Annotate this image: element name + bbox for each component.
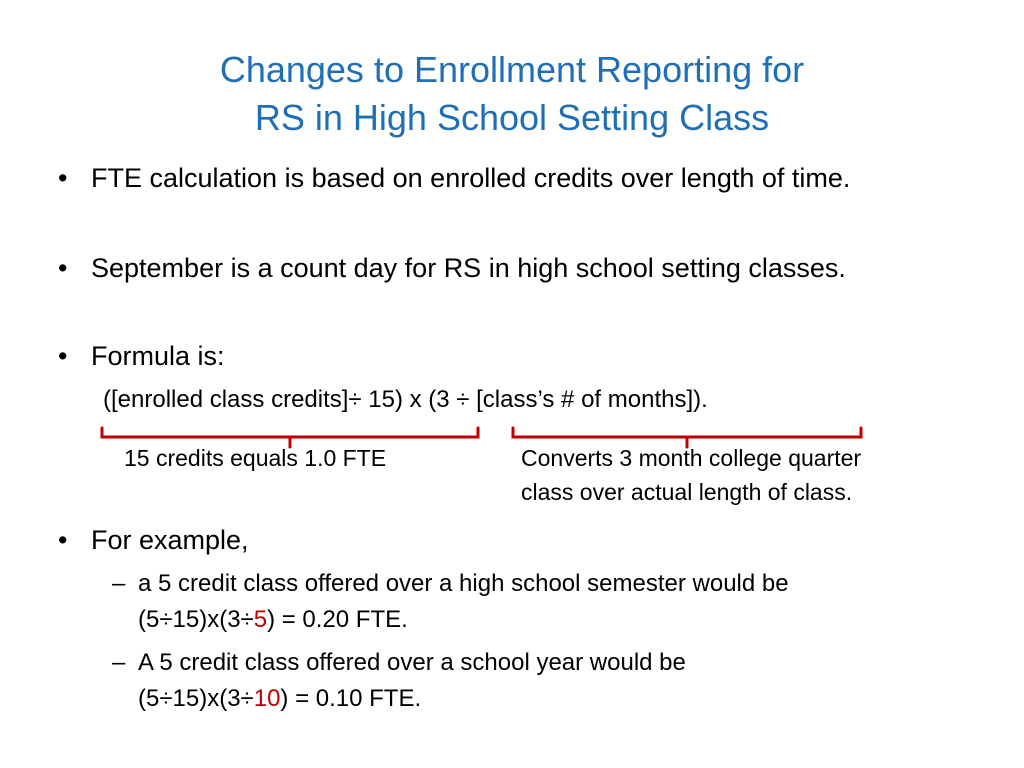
sub-bullet-marker: –	[112, 570, 126, 597]
slide-title	[0, 46, 1024, 142]
calc-prefix: (5÷15)x(3÷	[138, 606, 254, 633]
example-line-2	[138, 681, 978, 717]
title-line-1: Changes to Enrollment Reporting for	[219, 49, 805, 90]
right-brace-note-line-2: class over actual length of class.	[521, 479, 853, 505]
bullet-text: FTE calculation is based on enrolled credits over length of time.	[91, 163, 851, 193]
months-highlight: 5	[253, 606, 268, 633]
calc-result: ) = 0.20 FTE.	[267, 606, 408, 633]
sub-bullet-text	[138, 645, 978, 717]
sub-bullet-text	[138, 566, 978, 638]
title-line-2: RS in High School Setting Class	[254, 97, 770, 138]
sub-bullet-marker: –	[112, 649, 126, 676]
bullet-text: September is a count day for RS in high school setting classes.	[91, 253, 846, 283]
bullet-marker: •	[58, 341, 68, 371]
bullet-text: Formula is:	[91, 341, 225, 371]
example-line-2	[138, 602, 978, 638]
left-brace-note: 15 credits equals 1.0 FTE	[124, 445, 387, 471]
right-brace-note-line-1: Converts 3 month college quarter	[521, 445, 862, 471]
formula-expression: ([enrolled class credits]÷ 15) x (3 ÷ [class’s # of months]).	[103, 386, 708, 413]
bullet-marker: •	[58, 253, 68, 283]
bullet-marker: •	[58, 525, 68, 555]
calc-result: ) = 0.10 FTE.	[280, 685, 422, 712]
bullet-text: For example,	[91, 525, 249, 555]
months-highlight: 10	[253, 685, 281, 712]
bullet-marker: •	[58, 163, 68, 193]
example-line-1: A 5 credit class offered over a school year would be	[138, 649, 686, 676]
example-line-1: a 5 credit class offered over a high school semester would be	[138, 570, 789, 597]
calc-prefix: (5÷15)x(3÷	[138, 685, 254, 712]
